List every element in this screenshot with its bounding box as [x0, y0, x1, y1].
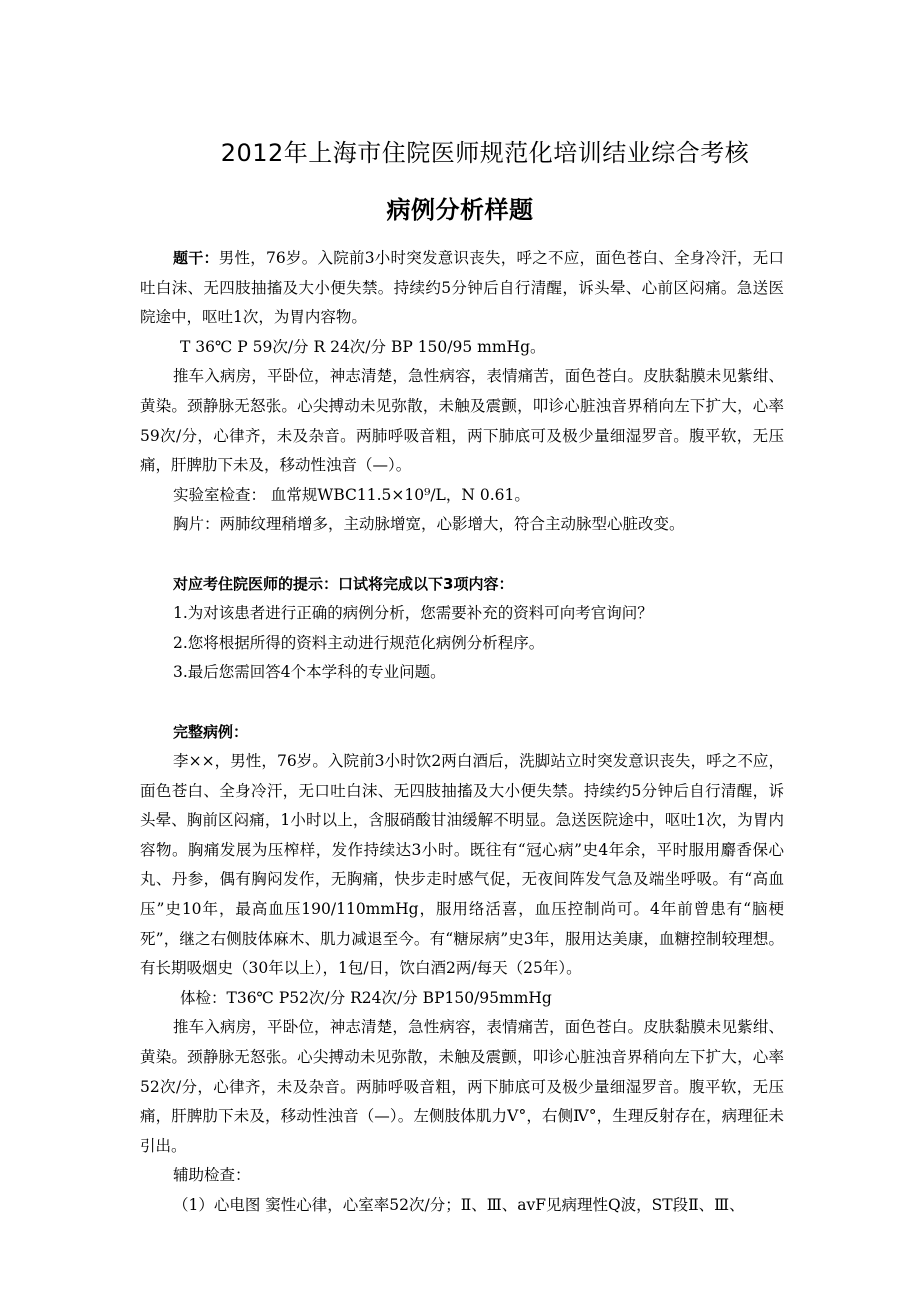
- hint-item-1: 1.为对该患者进行正确的病例分析，您需要补充的资料可向考官询问？: [173, 604, 653, 623]
- spacer: [140, 540, 784, 570]
- document-title: 2012年上海市住院医师规范化培训结业综合考核: [220, 139, 750, 167]
- full-case-exam: 推车入病房，平卧位，神志清楚，急性病容，表情痛苦，面色苍白。皮肤黏膜未见紫绀、黄染。颈静脉无怒张。心尖搏动未见弥散，未触及震颤，叩诊心脏浊音界稍向左下扩大，心率52次/分，心律齐，未及杂音。两肺呼吸音粗，两下肺底可及极少量细湿罗音。腹平软，无压痛，肝脾肋下未及，移动性浊音（—）。左侧肢体肌力Ⅴ°，右侧Ⅳ°，生理反射存在，病理征未引出。: [140, 1018, 784, 1155]
- stem-lab: 实验室检查： 血常规WBC11.5×10⁹/L，N 0.61。: [173, 485, 530, 504]
- full-case-heading: 完整病例：: [173, 722, 249, 741]
- aux-exam-heading: 辅助检查：: [173, 1166, 251, 1185]
- stem-text: 男性，76岁。入院前3小时突发意识丧失，呼之不应，面色苍白、全身冷汗，无口吐白沫、无四肢抽搐及大小便失禁。持续约5分钟后自行清醒，诉头晕、心前区闷痛。急送医院途中，呕吐1次，为胃内容物。: [140, 249, 784, 327]
- stem-xray: 胸片：两肺纹理稍增多，主动脉增宽，心影增大，符合主动脉型心脏改变。: [173, 515, 685, 534]
- document-body: [140, 244, 784, 1221]
- stem-vitals: T 36℃ P 59次/分 R 24次/分 BP 150/95 mmHg。: [180, 337, 546, 356]
- document-subtitle: 病例分析样题: [386, 196, 534, 224]
- hint-item-2: 2.您将根据所得的资料主动进行规范化病例分析程序。: [173, 633, 545, 652]
- full-case-vitals: 体检：T36℃ P52次/分 R24次/分 BP150/95mmHg: [180, 988, 552, 1007]
- stem-paragraph: [140, 244, 784, 333]
- hint-item-3: 3.最后您需回答4个本学科的专业问题。: [173, 663, 446, 682]
- aux-exam-ecg: （1）心电图 窦性心律，心室率52次/分；Ⅱ、Ⅲ、avF见病理性Q波，ST段Ⅱ、Ⅲ、: [173, 1196, 745, 1214]
- hints-heading: 对应考住院医师的提示：口试将完成以下3项内容：: [173, 574, 514, 593]
- full-case-history: 李××，男性，76岁。入院前3小时饮2两白酒后，洗脚站立时突发意识丧失，呼之不应，面色苍白、全身冷汗，无口吐白沫、无四肢抽搐及大小便失禁。持续约5分钟后自行清醒，诉头晕、胸前区闷痛，1小时以上，含服硝酸甘油缓解不明显。急送医院途中，呕吐1次，为胃内容物。胸痛发展为压榨样，发作持续达3小时。既往有“冠心病”史4年余，平时服用麝香保心丸、丹参，偶有胸闷发作，无胸痛，快步走时感气促，无夜间阵发气急及端坐呼吸。有“高血压”史10年，最高血压190/110mmHg，服用络活喜，血压控制尚可。4年前曾患有“脑梗死”，继之右侧肢体麻木、肌力减退至今。有“糖尿病”史3年，服用达美康，血糖控制较理想。有长期吸烟史（30年以上），1包/日，饮白酒2两/每天（25年）。: [140, 752, 784, 978]
- spacer: [140, 688, 784, 718]
- stem-label: 题干：: [173, 249, 219, 267]
- stem-exam: 推车入病房，平卧位，神志清楚，急性病容，表情痛苦，面色苍白。皮肤黏膜未见紫绀、黄染。颈静脉无怒张。心尖搏动未见弥散，未触及震颤，叩诊心脏浊音界稍向左下扩大，心率59次/分，心律齐，未及杂音。两肺呼吸音粗，两下肺底可及极少量细湿罗音。腹平软，无压痛，肝脾肋下未及，移动性浊音（—）。: [140, 367, 784, 475]
